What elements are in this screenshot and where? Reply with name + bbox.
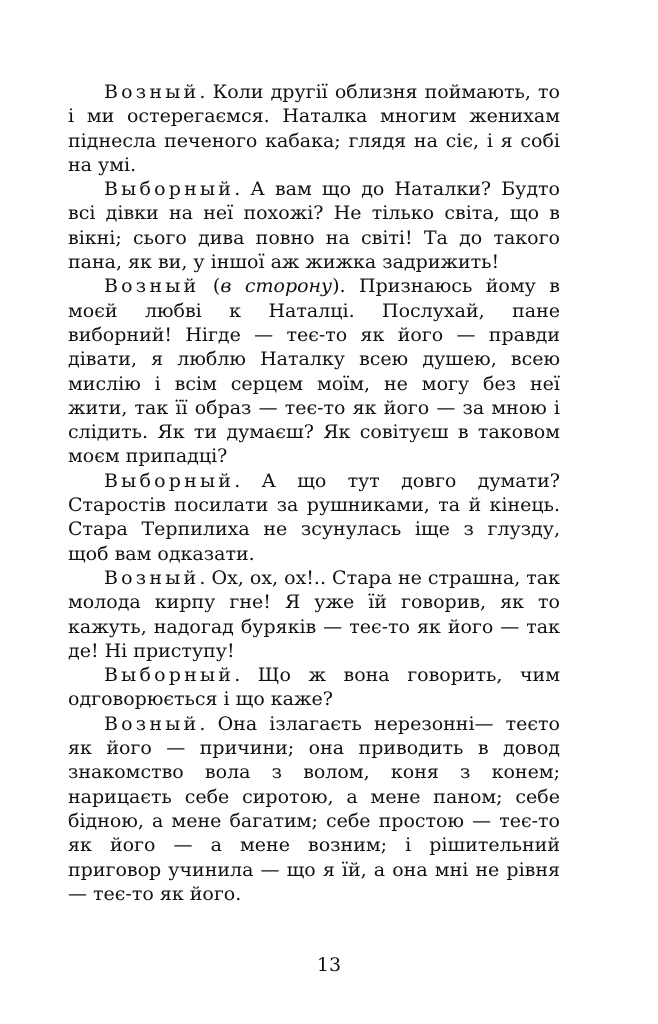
speaker-separator: . [199, 81, 213, 103]
speaker-separator: . [234, 664, 258, 687]
dialogue-line [68, 274, 560, 468]
dialogue-line [68, 663, 560, 712]
dialogue-line [68, 80, 560, 177]
speaker-name: Возный [104, 81, 200, 103]
speaker-name: Возный [104, 275, 200, 298]
dialogue-line [68, 566, 560, 663]
line-text: Ох, ох, ох!.. Стара не страшна, так молода кирпу гне! Я уже їй говорив, як то кажуть, надогад буряків — теє-то як його — так де! Ні приступу! [68, 566, 560, 662]
dialogue-line [68, 712, 560, 906]
speaker-separator: . [199, 566, 212, 589]
dialogue-line [68, 469, 560, 566]
page-number: 13 [316, 954, 342, 976]
line-text: Що ж вона говорить, чим одговорюється і що каже? [68, 664, 560, 711]
speaker-name: Возный [104, 566, 200, 589]
speaker-name: Возный [104, 712, 200, 735]
dialogue-line [68, 177, 560, 274]
dialogue-text [68, 80, 560, 906]
line-text: Признаюсь йому в моєй любві к Наталці. Послухай, пане виборний! Нігде — теє-то як його — правди дівати, я люблю Наталку всею душею, всею мислію і всім серцем моїм, не могу без неї жити, так її образ — теє-то як його — за мною і слідить. Як ти думаєш? Як совітуєш в таковом моєм припадці? [68, 275, 560, 468]
line-text: А вам що до Наталки? Будто всі дівки на неї похожі? Не тілько світа, що в вікні; сього дива повно на світі! Та до такого пана, як ви, у іншої аж жижка задрижить! [68, 178, 560, 274]
line-text: А що тут довго думати? Старостів посилати за рушниками, та й кінець. Стара Терпилиха не зсунулась іще з глузду, щоб вам одказати. [68, 469, 560, 565]
remark-close-paren: ). [332, 275, 360, 298]
speaker-separator: . [199, 712, 218, 735]
speaker-name: Выборный [104, 664, 235, 687]
stage-remark: в сторону [220, 275, 333, 298]
speaker-separator: . [234, 469, 262, 492]
line-text: Коли другії облизня поймають, то і ми остерегаємся. Наталка многим женихам піднесла печеного кабака; глядя на сіє, і я собі на умі. [68, 81, 560, 176]
speaker-separator: . [234, 178, 251, 201]
speaker-name: Выборный [104, 469, 235, 492]
line-text: Она ізлагаєть нерезонні— теєто як його — причини; она приводить в довод знакомство вола з волом, коня з конем; нарицаєть себе сиротою, а мене паном; себе бідною, а мене багатим; себе простою — теє-то як його — а мене возним; і рішительний приговор учинила — що я їй, а она мні не рівня — теє-то як його. [68, 712, 560, 905]
speaker-name: Выборный [104, 178, 235, 201]
remark-open-paren: ( [199, 275, 221, 298]
